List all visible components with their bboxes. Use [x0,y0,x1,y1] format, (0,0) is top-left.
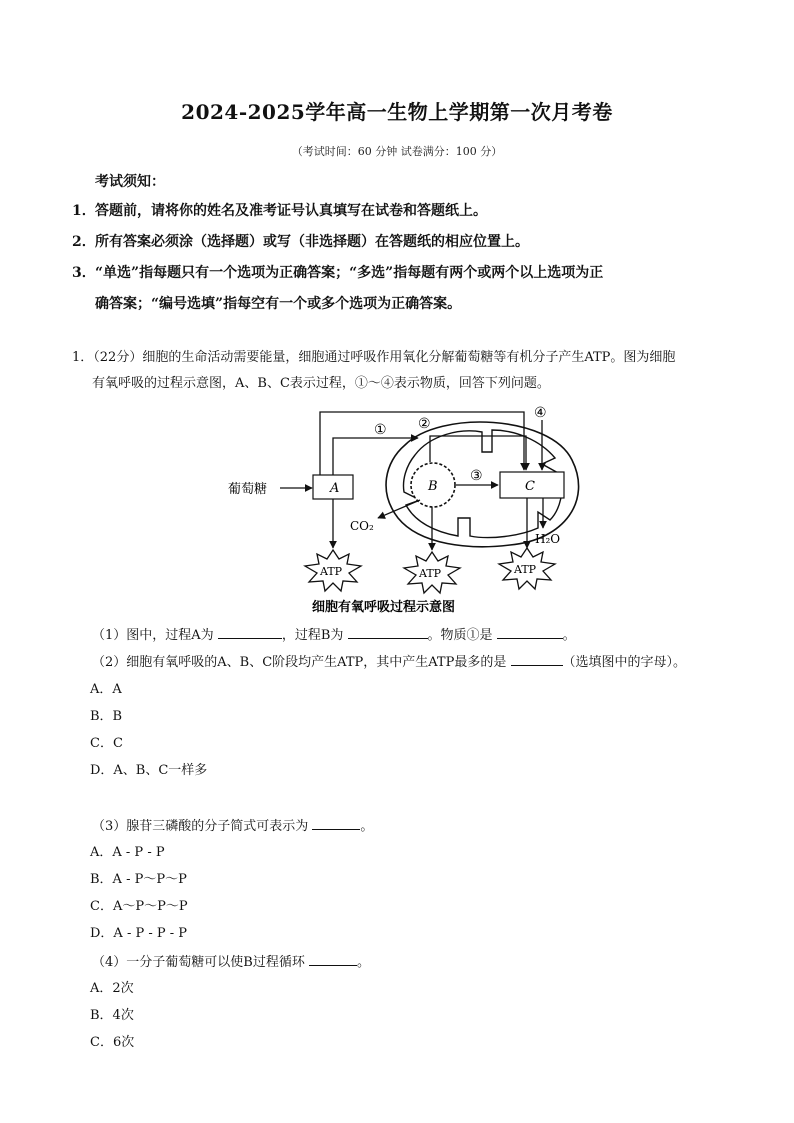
sub1-text-4: 。 [562,628,576,643]
answer-blank-cycle-count[interactable] [309,953,357,966]
atp-burst-c [499,548,555,589]
subquestion-3 [92,817,373,836]
option-item[interactable]: D．A - P - P - P [90,926,188,941]
co2-label: CO₂ [350,519,374,533]
glucose-label: 葡萄糖 [228,482,268,497]
subquestion-1 [92,626,576,645]
process-b-label: B [428,479,438,494]
sub2-text-1: （2）细胞有氧呼吸的A、B、C阶段均产生ATP，其中产生ATP最多的是 [92,655,507,670]
notice-text: “单选”指每题只有一个选项为正确答案；“多选”指每题有两个或两个以上选项为正 [95,265,604,281]
option-item[interactable]: B．B [90,709,123,724]
notice-item [72,232,529,252]
option-item[interactable]: B．A - P～P～P [90,872,187,887]
option-item[interactable]: D．A、B、C一样多 [90,763,208,778]
notice-item [72,263,603,283]
option-item[interactable]: C．A～P～P～P [90,899,188,914]
atp-label: ATP [514,563,537,576]
option-item[interactable]: B．4次 [90,1008,134,1023]
material-1: ① [374,422,387,438]
question-stem-line2: 有氧呼吸的过程示意图，A、B、C表示过程，①～④表示物质，回答下列问题。 [92,376,550,391]
sub2-text-2: （选填图中的字母）。 [562,655,687,670]
notice-text: 所有答案必须涂（选择题）或写（非选择题）在答题纸的相应位置上。 [95,234,529,250]
question-stem-line1: 1．（22分）细胞的生命活动需要能量，细胞通过呼吸作用氧化分解葡萄糖等有机分子产生ATP。图为细胞 [72,350,676,365]
notice-item [72,201,487,221]
subquestion-2 [92,653,686,672]
sub3-text-1: （3）腺苷三磷酸的分子简式可表示为 [92,819,309,834]
atp-burst-a [305,550,361,591]
option-item[interactable]: A．A [90,682,122,697]
answer-blank-process-a[interactable] [218,626,282,639]
sub1-text-1: （1）图中，过程A为 [92,628,214,643]
atp-label: ATP [419,567,442,580]
answer-blank-material-1[interactable] [497,626,563,639]
atp-label: ATP [320,565,343,578]
notice-text: 答题前，请将你的姓名及准考证号认真填写在试卷和答题纸上。 [95,203,487,219]
option-item[interactable]: A．A - P - P [90,845,165,860]
answer-blank-process-b[interactable] [348,626,428,639]
option-item[interactable]: C．C [90,736,123,751]
process-a-label: A [330,481,340,496]
sub1-text-2: ，过程B为 [281,628,344,643]
exam-title: 2024-2025学年高一生物上学期第一次月考卷 [181,100,613,124]
material-2: ② [418,416,431,432]
answer-blank-most-atp[interactable] [511,653,563,666]
respiration-diagram [220,400,590,620]
answer-blank-atp-formula[interactable] [312,817,360,830]
sub4-text-2: 。 [356,955,370,970]
figure-caption: 细胞有氧呼吸过程示意图 [312,600,456,615]
option-item[interactable]: C．6次 [90,1035,135,1050]
notice-heading: 考试须知： [95,174,165,190]
subquestion-4 [92,953,370,972]
process-c-label: C [525,479,535,494]
sub4-text-1: （4）一分子葡萄糖可以使B过程循环 [92,955,305,970]
notice-number: 2． [72,234,96,250]
material-3: ③ [470,468,483,484]
material-4: ④ [534,405,547,421]
notice-text: 确答案；“编号选填”指每空有一个或多个选项为正确答案。 [95,296,462,312]
h2o-label: H₂O [535,532,561,546]
atp-burst-b [404,552,460,593]
notice-number: 3． [72,265,96,281]
notice-number: 1． [72,203,96,219]
sub3-text-2: 。 [360,819,374,834]
option-item[interactable]: A．2次 [90,981,134,996]
sub1-text-3: 。物质①是 [427,628,493,643]
exam-subtitle: （考试时间：60 分钟 试卷满分：100 分） [291,145,503,158]
notice-item-continued [95,294,461,314]
